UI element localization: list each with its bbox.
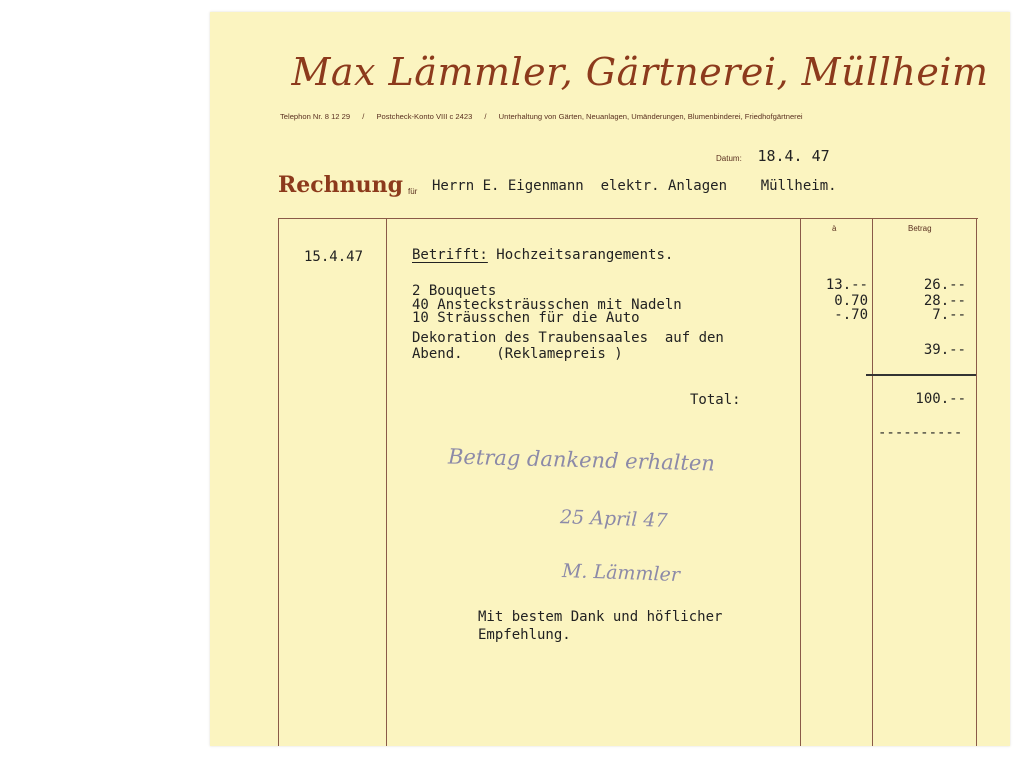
letterhead-contact-line <box>280 112 980 121</box>
separator: / <box>484 112 487 121</box>
decoration-description: Dekoration des Traubensaales auf den <box>412 330 724 346</box>
table-left-border <box>278 218 279 746</box>
total-label: Total: <box>690 392 741 408</box>
table-top-border <box>278 218 978 219</box>
letterhead-title: Max Lämmler, Gärtnerei, Müllheim <box>291 50 989 94</box>
item-description: 2 Bouquets <box>412 283 497 299</box>
item-unit-price: 13.-- <box>825 277 868 293</box>
table-right-border <box>976 218 977 746</box>
table-date-column-divider <box>386 218 387 746</box>
handwritten-signature: M. Lämmler <box>561 559 681 587</box>
item-unit-price: 0.70 <box>834 293 868 309</box>
for-label: für <box>408 187 418 196</box>
item-description: 10 Sträusschen für die Auto <box>412 310 640 326</box>
entry-date: 15.4.47 <box>304 249 364 265</box>
decoration-description-cont: Abend. (Reklamepreis ) <box>412 346 623 362</box>
table-unit-column-divider <box>800 218 801 746</box>
subtotal-rule <box>866 374 976 376</box>
subject-text: Hochzeitsarangements. <box>496 247 674 263</box>
total-double-rule: ---------- <box>878 425 963 441</box>
decoration-amount: 39.-- <box>923 342 966 358</box>
invoice-title: Rechnung <box>278 172 404 198</box>
item-amount: 28.-- <box>923 293 966 309</box>
amount-header: Betrag <box>908 224 932 233</box>
closing-line: Empfehlung. <box>478 627 571 643</box>
date-value: 18.4. 47 <box>757 147 830 165</box>
unit-price-header: à <box>832 224 837 233</box>
table-amount-column-divider <box>872 218 873 746</box>
handwritten-receipt: Betrag dankend erhalten <box>447 444 716 476</box>
subject-label: Betrifft: <box>412 247 488 263</box>
closing-line: Mit bestem Dank und höflicher <box>478 609 723 625</box>
postcheck-account: Postcheck-Konto VIII c 2423 <box>376 112 473 121</box>
subject-line <box>412 248 673 262</box>
telephone: Telephon Nr. 8 12 29 <box>280 112 351 121</box>
item-amount: 7.-- <box>932 307 966 323</box>
date-field <box>716 146 830 165</box>
item-description: 40 Anstecksträusschen mit Nadeln <box>412 297 682 313</box>
invoice-paper <box>210 12 1010 746</box>
handwritten-date: 25 April 47 <box>559 506 668 532</box>
item-unit-price: -.70 <box>834 307 868 323</box>
services: Unterhaltung von Gärten, Neuanlagen, Umänderungen, Blumenbinderei, Friedhofgärtnerei <box>498 112 803 121</box>
date-label: Datum: <box>716 154 742 163</box>
recipient: Herrn E. Eigenmann elektr. Anlagen Müllheim. <box>432 178 837 194</box>
total-value: 100.-- <box>915 391 966 407</box>
separator: / <box>362 112 365 121</box>
item-amount: 26.-- <box>923 277 966 293</box>
